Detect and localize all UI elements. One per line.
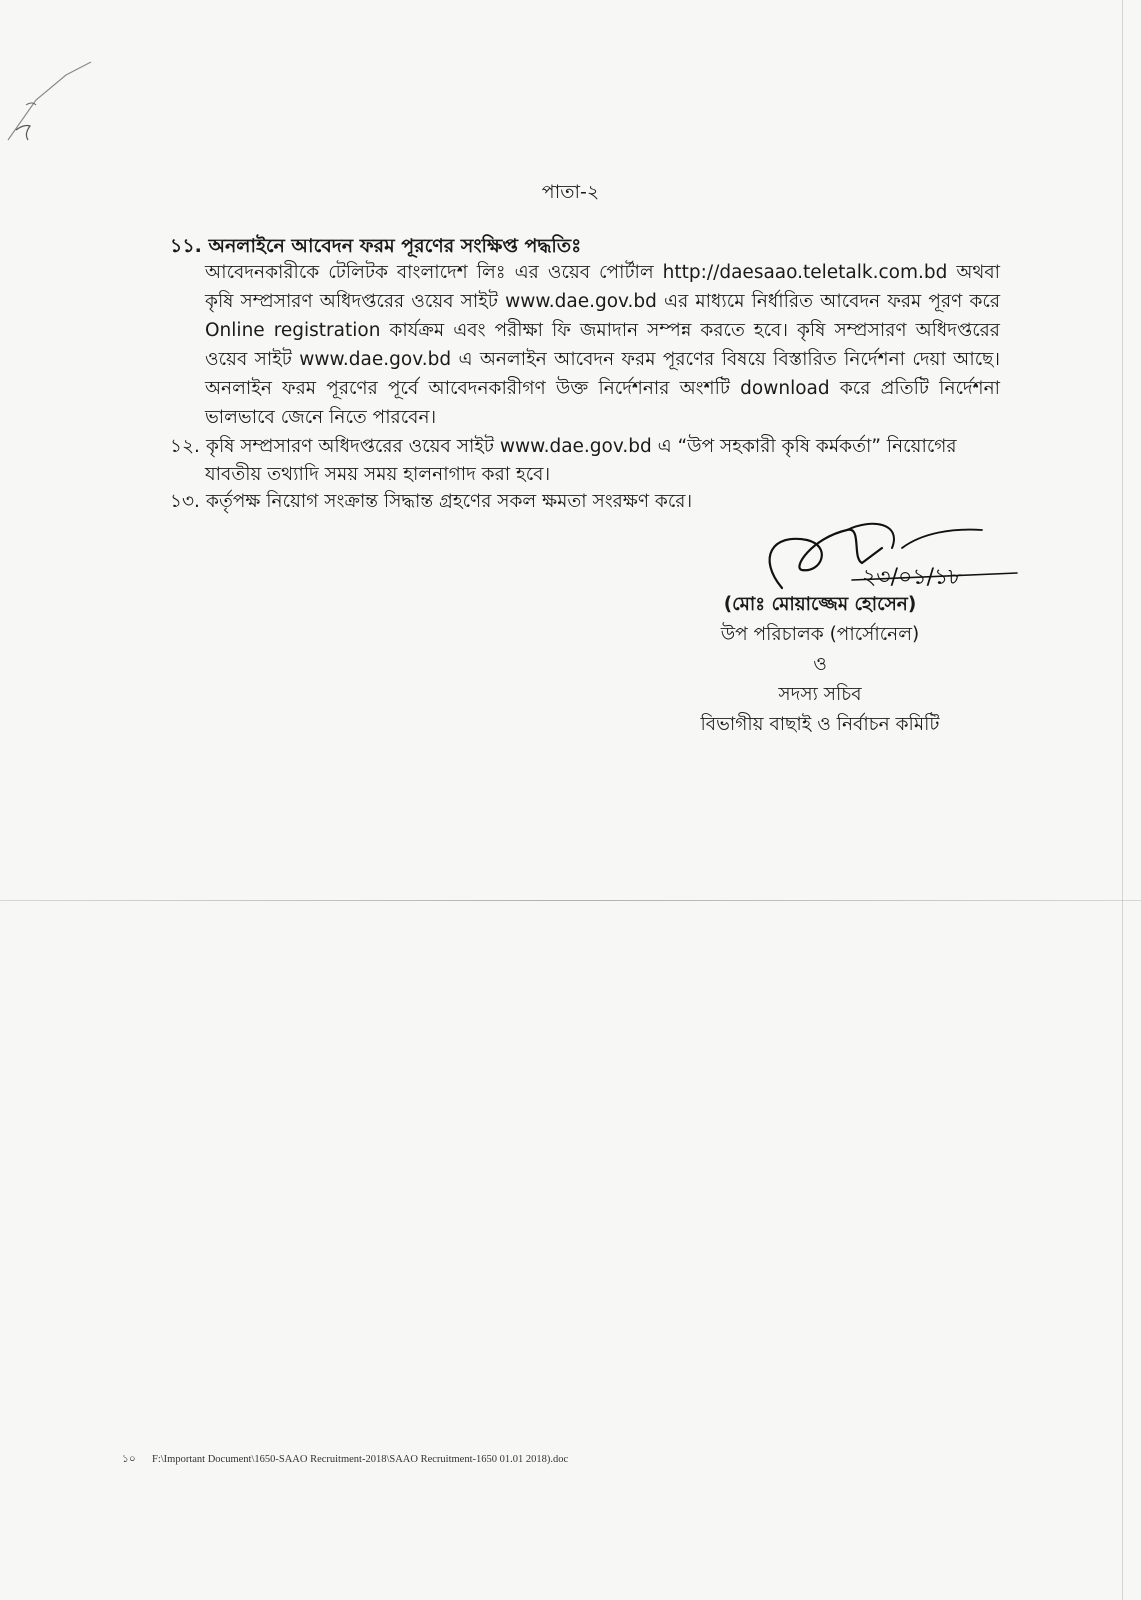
page-number: পাতা-২ bbox=[541, 181, 600, 203]
footer-number: ১০ bbox=[122, 1454, 136, 1465]
signatory-conjunction: ও bbox=[813, 654, 827, 675]
section-11-heading: ১১. অনলাইনে আবেদন ফরম পূরণের সংক্ষিপ্ত পদ্ধতিঃ bbox=[170, 235, 582, 257]
handwritten-signature bbox=[752, 518, 1022, 598]
item-13 bbox=[170, 488, 970, 516]
corner-scribble-icon bbox=[6, 60, 96, 150]
signatory-committee: বিভাগীয় বাছাই ও নির্বাচন কমিটি bbox=[700, 714, 940, 735]
signatory-role: সদস্য সচিব bbox=[778, 684, 862, 705]
footer bbox=[122, 1452, 568, 1469]
footer-path: F:\Important Document\1650-SAAO Recruitment-2018\SAAO Recruitment-1650 01.01 2018).doc bbox=[152, 1454, 569, 1465]
section-11-body: আবেদনকারীকে টেলিটক বাংলাদেশ লিঃ এর ওয়েব পোর্টাল http://daesaao.teletalk.com.bd অথবা কৃষি সম্প্রসারণ অধিদপ্তরের ওয়েব সাইট www.dae.gov.bd এর মাধ্যমে নির্ধারিত আবেদন ফরম পূরণ করে Online registration কার্যক্রম এবং পরীক্ষা ফি জমাদান সম্পন্ন করতে হবে। কৃষি সম্প্রসারণ অধিদপ্তরের ওয়েব সাইট www.dae.gov.bd এ অনলাইন আবেদন ফরম পূরণের বিষয়ে বিস্তারিত নির্দেশনা দেয়া আছে। অনলাইন ফরম পূরণের পূর্বে আবেদনকারীগণ উক্ত নির্দেশনার অংশটি download করে প্রতিটি নির্দেশনা ভালভাবে জেনে নিতে পারবেন। bbox=[205, 262, 1000, 428]
page-edge bbox=[1122, 0, 1123, 1600]
signature-date: ২৩/০১/১৮ bbox=[862, 565, 963, 590]
item-12-line1: কৃষি সম্প্রসারণ অধিদপ্তরের ওয়েব সাইট www.dae.gov.bd এ “উপ সহকারী কৃষি কর্মকর্তা” নিয়োগের bbox=[206, 436, 957, 457]
item-13-text: কর্তৃপক্ষ নিয়োগ সংক্রান্ত সিদ্ধান্ত গ্রহণের সকল ক্ষমতা সংরক্ষণ করে। bbox=[206, 491, 693, 512]
signatory-block bbox=[690, 590, 950, 740]
item-12-number: ১২. bbox=[170, 436, 200, 457]
signatory-designation: উপ পরিচালক (পার্সোনেল) bbox=[720, 624, 920, 645]
signatory-name: (মোঃ মোয়াজ্জেম হোসেন) bbox=[723, 594, 917, 615]
item-13-number: ১৩. bbox=[170, 491, 200, 512]
fold-line bbox=[0, 900, 1141, 901]
item-12-line2: যাবতীয় তথ্যাদি সময় সময় হালনাগাদ করা হবে। bbox=[205, 464, 551, 485]
item-12 bbox=[170, 433, 970, 461]
